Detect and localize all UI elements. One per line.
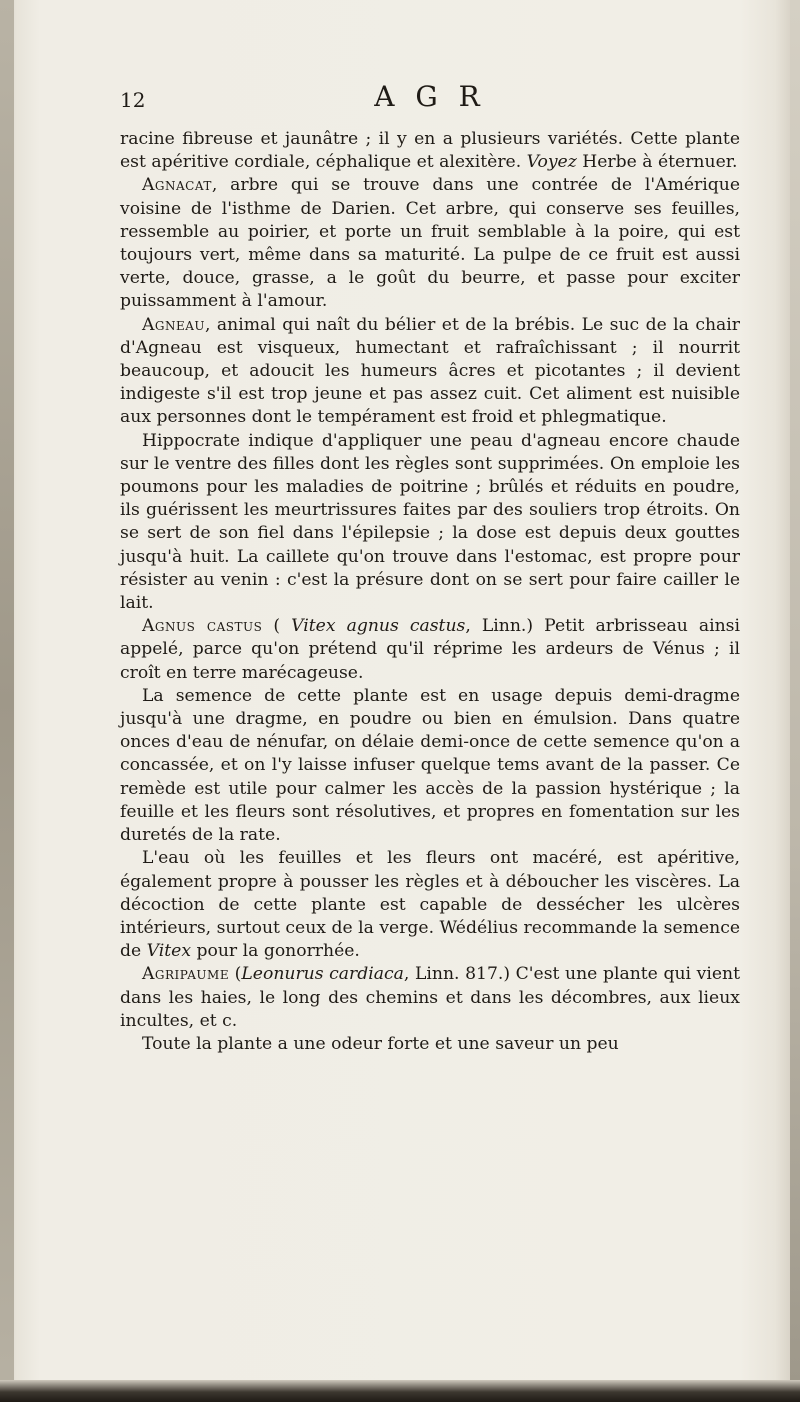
paragraph-hippocrate: Hippocrate indique d'appliquer une peau d'agneau encore chaude sur le ventre des filles dont les règles sont supprimées. On emploie les poumons pour les maladies de poitrine ; brûlés et réduits en poudre, ils guérissent les meurtrissures faites par des souliers trop étroits. On se sert de son fiel dans l'épilepsie ; la dose est depuis deux gouttes jusqu'à huit. La caillete qu'on trouve dans l'estomac, est propre pour résister au venin : c'est la présure dont on se sert pour faire cailler le lait. (120, 430, 740, 614)
entry-agnus-castus: Agnus castus ( Vitex agnus castus, Linn.) Petit arbrisseau ainsi appelé, parce qu'on prétend qu'il réprime les ardeurs de Vénus ; il croît en terre marécageuse. (120, 616, 741, 683)
page-edge-bottom (0, 1380, 800, 1402)
page-edge-right (790, 0, 800, 1402)
paragraph-racine: racine fibreuse et jaunâtre ; il y en a plusieurs variétés. Cette plante est apéritive cordiale, céphalique et alexitère. Voyez Herbe à éternuer. (120, 129, 740, 173)
latin-name: Vitex (146, 941, 192, 962)
paragraph-semence: La semence de cette plante est en usage depuis demi-dragme jusqu'à une dragme, en poudre ou bien en émulsion. Dans quatre onces d'eau de nénufar, on délaie demi-once de cette semence qu'on a concassée, et on l'y laisse infuser quelque tems avant de la passer. Ce remède est utile pour calmer les accès de la passion hystérique ; la feuille et les fleurs sont résolutives, et propres en fomentation sur les duretés de la rate. (120, 685, 740, 846)
voyez-reference: Voyez (526, 152, 577, 173)
page-number: 12 (120, 88, 146, 112)
entry-headword: Agnacat (142, 175, 212, 196)
running-head: A G R (374, 80, 486, 113)
latin-name: Vitex agnus castus (291, 616, 466, 637)
paragraph-toute-la-plante: Toute la plante a une odeur forte et une saveur un peu (142, 1033, 619, 1054)
paragraph-eau: L'eau où les feuilles et les fleurs ont macéré, est apéritive, également propre à pousser les règles et à déboucher les viscères. La décoction de cette plante est capable de dessécher les ulcères intérieurs, surtout ceux de la verge. Wédélius recommande la semence de Vitex pour la gonorrhée. (120, 848, 740, 962)
entry-headword: Agnus castus (142, 616, 263, 637)
entry-agnacat: Agnacat, arbre qui se trouve dans une contrée de l'Amérique voisine de l'isthme de Darien. Cet arbre, qui conserve ses feuilles, ressemble au poirier, et porte un fruit semblable à la poire, qui est toujours vert, même dans sa maturité. La pulpe de ce fruit est aussi verte, douce, grasse, a le goût du beurre, et passe pour exciter puissamment à l'amour. (120, 175, 740, 312)
body-text (120, 128, 740, 1056)
entry-headword: Agneau (142, 314, 206, 335)
page-header (120, 80, 740, 120)
latin-name: Leonurus cardiaca (241, 964, 404, 985)
entry-headword: Agripaume (142, 964, 230, 985)
binding-gutter-left (0, 0, 14, 1402)
entry-agneau: Agneau, animal qui naît du bélier et de la brébis. Le suc de la chair d'Agneau est visqueux, humectant et rafraîchissant ; il nourrit beaucoup, et adoucit les humeurs âcres et picotantes ; il devient indigeste s'il est trop jeune et pas assez cuit. Cet aliment est nuisible aux personnes dont le tempérament est froid et phlegmatique. (120, 314, 740, 428)
entry-agripaume: Agripaume (Leonurus cardiaca, Linn. 817.) C'est une plante qui vient dans les haies, le long des chemins et dans les décombres, aux lieux incultes, et c. (120, 964, 740, 1031)
